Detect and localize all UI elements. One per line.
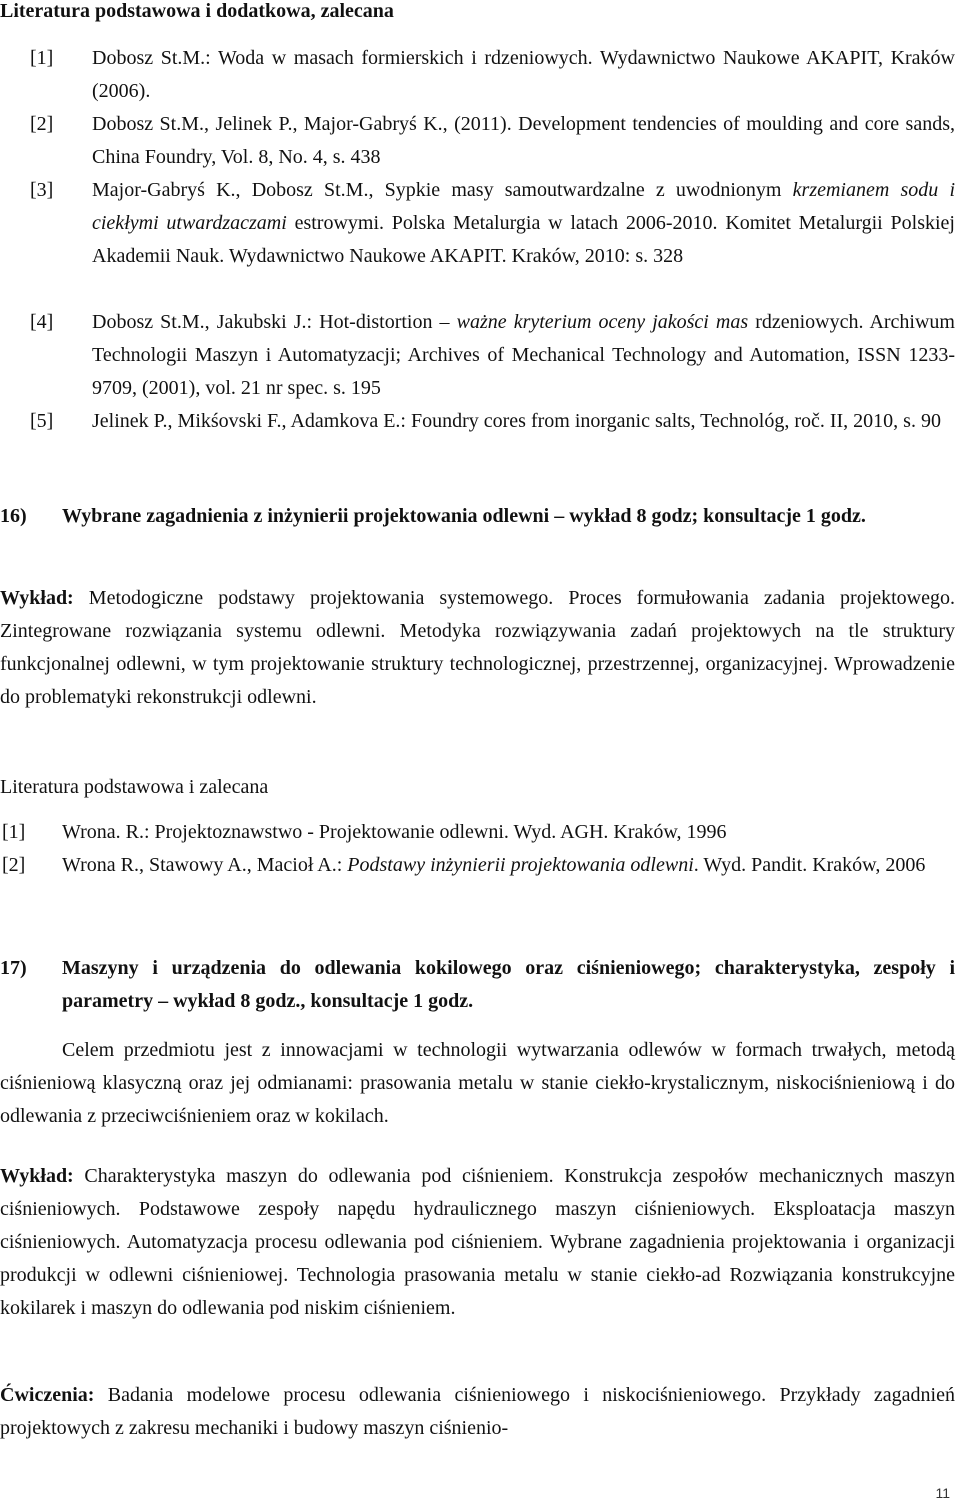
exercises-label: Ćwiczenia: — [0, 1384, 95, 1406]
reference-number: [2] — [2, 854, 26, 876]
section-number: 16) — [0, 505, 27, 527]
section-title: Wybrane zagadnienia z inżynierii projektowania odlewni – wykład 8 godz; konsultacje 1 godz. — [62, 505, 866, 527]
reference-text — [62, 816, 955, 849]
literature-heading: Literatura podstawowa i dodatkowa, zalecana — [0, 0, 394, 22]
reference-text — [92, 306, 955, 405]
reference-text — [92, 405, 955, 438]
reference-text — [62, 849, 955, 882]
section-16-lecture — [0, 582, 955, 714]
literature-heading-2: Literatura podstawowa i zalecana — [0, 776, 269, 798]
text-run: Major-Gabryś K., Dobosz St.M., Sypkie masy samoutwardzalne z uwodnionym — [92, 179, 793, 201]
italic-text: Podstawy inżynierii projektowania odlewni — [347, 854, 694, 876]
lecture-label: Wykład: — [0, 1165, 74, 1187]
section-number: 17) — [0, 957, 27, 979]
lecture-text: Charakterystyka maszyn do odlewania pod ciśnieniem. Konstrukcja zespołów mechanicznych maszyn ciśnieniowych. Podstawowe zespoły napędu hydraulicznego maszyn ciśnieniowych. Eksploatacja maszyn ciśnieniowych. Automatyzacja procesu odlewania pod ciśnieniem. Wybrane zagadnienia projektowania i organizacji produkcji w odlewni ciśnieniowej. Technologia prasowania metalu w stanie ciekło-ad Rozwiązania konstrukcyjne kokilarek i maszyn do odlewania pod niskim ciśnieniem. — [0, 1165, 955, 1319]
text-run: Dobosz St.M., Jelinek P., Major-Gabryś K., (2011). Development tendencies of moulding and core sands, China Foundry, Vol. 8, No. 4, s. 438 — [92, 113, 955, 168]
reference-text — [92, 42, 955, 108]
text-run: estrowymi. Polska Metalurgia w latach 2006-2010. Komitet Metalurgii Polskiej Akademii Nauk. Wydawnictwo Naukowe AKAPIT. Kraków, 2010: s. 328 — [92, 212, 955, 267]
section-17-exercises — [0, 1379, 955, 1445]
text-run: Wrona R., Stawowy A., Macioł A.: — [62, 854, 348, 876]
page-number: 11 — [935, 1485, 950, 1501]
text-run: . Wyd. Pandit. Kraków, 2006 — [693, 854, 926, 876]
exercises-text: Badania modelowe procesu odlewania ciśnieniowego i niskociśnieniowego. Przykłady zagadnień projektowych z zakresu mechaniki i budowy maszyn ciśnienio- — [0, 1384, 955, 1439]
section-17-intro: Celem przedmiotu jest z innowacjami w technologii wytwarzania odlewów w formach trwałych, metodą ciśnieniową klasyczną oraz jej odmianami: prasowania metalu w stanie ciekło-krystalicznym, niskociśnieniową i do odlewania z przeciwciśnieniem oraz w kokilach. — [0, 1039, 955, 1127]
lecture-text: Metodogiczne podstawy projektowania systemowego. Proces formułowania zadania projektowego. Zintegrowane rozwiązania systemu odlewni. Metodyka rozwiązywania zadań projektowych na tle struktury funkcjonalnej odlewni, w tym projektowanie struktury technologicznej, przestrzennej, organizacyjnej. Wprowadzenie do problematyki rekonstrukcji odlewni. — [0, 587, 955, 708]
reference-text — [92, 108, 955, 174]
italic-text: ważne kryterium oceny jakości mas — [456, 311, 749, 333]
text-run: Dobosz St.M., Jakubski J.: Hot-distortion – — [92, 311, 457, 333]
reference-number: [5] — [30, 410, 54, 432]
reference-number: [2] — [30, 113, 54, 135]
text-run: Wrona. R.: Projektoznawstwo - Projektowanie odlewni. Wyd. AGH. Kraków, 1996 — [62, 821, 727, 843]
text-run: Jelinek P., Mikśovski F., Adamkova E.: Foundry cores from inorganic salts, Technológ, roč. II, 2010, s. 90 — [92, 410, 941, 432]
italic-text: krzemianem sodu i ciekłymi utwardzaczami — [92, 179, 956, 234]
reference-text — [92, 174, 955, 273]
lecture-label: Wykład: — [0, 587, 74, 609]
text-run: Dobosz St.M.: Woda w masach formierskich i rdzeniowych. Wydawnictwo Naukowe AKAPIT, Kraków (2006). — [92, 47, 955, 102]
reference-number: [4] — [30, 311, 54, 333]
section-title: Maszyny i urządzenia do odlewania kokilowego oraz ciśnieniowego; charakterystyka, zespoły i parametry – wykład 8 godz., konsultacje 1 godz. — [62, 957, 955, 1012]
section-17-lecture — [0, 1160, 955, 1325]
text-run: rdzeniowych. Archiwum Technologii Maszyn i Automatyzacji; Archives of Mechanical Technology and Automation, ISSN 1233-9709, (2001), vol. 21 nr spec. s. 195 — [92, 311, 955, 399]
reference-number: [1] — [2, 821, 26, 843]
reference-number: [3] — [30, 179, 54, 201]
reference-number: [1] — [30, 47, 54, 69]
